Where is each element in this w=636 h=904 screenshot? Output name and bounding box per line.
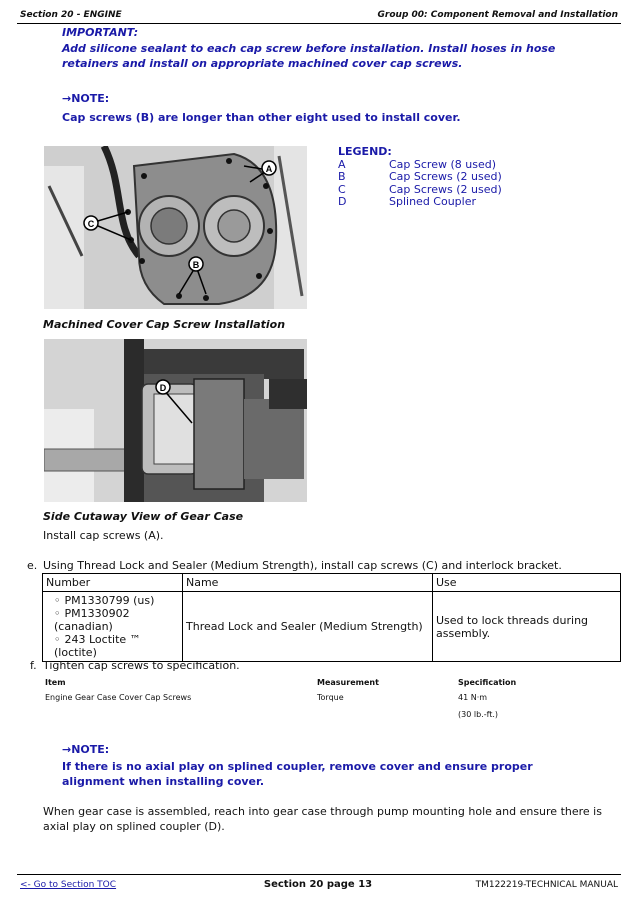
part-number: ◦ PM1330799 (us) xyxy=(54,594,179,607)
legend-key: C xyxy=(338,182,346,196)
legend-value: Cap Screw (8 used) xyxy=(389,157,497,171)
spec-header-item: Item xyxy=(45,678,66,687)
table-cell-numbers xyxy=(43,592,183,662)
machined-cover-illustration xyxy=(44,146,307,309)
gear-case-cutaway-illustration xyxy=(44,339,307,502)
figure-side-cutaway xyxy=(44,339,307,502)
go-to-section-toc-link[interactable]: <- Go to Section TOC xyxy=(20,880,117,890)
legend-value: Cap Screws (2 used) xyxy=(389,182,502,196)
step-f-text: Tighten cap screws to specification. xyxy=(43,659,240,672)
part-number: ◦ PM1330902 (canadian) xyxy=(54,607,179,633)
table-cell-name: Thread Lock and Sealer (Medium Strength) xyxy=(183,592,433,662)
step-e-text: Using Thread Lock and Sealer (Medium Strength), install cap screws (C) and interlock bracket. xyxy=(43,559,562,572)
important-label: IMPORTANT: xyxy=(62,26,139,39)
legend-value: Splined Coupler xyxy=(389,195,477,208)
table-header-cell: Number xyxy=(43,574,183,592)
step-f-marker: f. xyxy=(30,659,37,672)
step-e-marker: e. xyxy=(27,559,38,572)
spec-header-specification: Specification xyxy=(458,678,517,687)
part-number-list xyxy=(46,594,179,659)
spec-header-measurement: Measurement xyxy=(317,678,379,687)
callout-b: B xyxy=(192,260,200,270)
note-label: →NOTE: xyxy=(62,743,110,756)
table-header-row xyxy=(43,574,621,592)
important-text: Add silicone sealant to each cap screw before installation. Install hoses in hose retainers and install on appropriate machined cover cap screws. xyxy=(62,42,556,70)
note-text: Cap screws (B) are longer than other eight used to install cover. xyxy=(62,111,461,124)
callout-c: C xyxy=(87,219,95,229)
header-divider xyxy=(17,23,621,24)
footer-manual-id: TM122219-TECHNICAL MANUAL xyxy=(475,880,618,890)
legend-key: A xyxy=(338,157,346,171)
figure2-caption: Side Cutaway View of Gear Case xyxy=(43,510,244,523)
footer-divider xyxy=(17,874,621,875)
table-cell-use: Used to lock threads during assembly. xyxy=(433,592,621,662)
legend-key: D xyxy=(338,195,347,208)
callout-a: A xyxy=(265,164,273,174)
figure-machined-cover xyxy=(44,146,307,309)
table-row xyxy=(43,592,621,662)
header-section-title: Section 20 - ENGINE xyxy=(20,10,122,20)
legend-row xyxy=(338,171,502,184)
materials-table xyxy=(42,573,621,662)
callout-d: D xyxy=(159,383,167,393)
footer-page-number: Section 20 page 13 xyxy=(263,879,373,890)
axial-play-paragraph: When gear case is assembled, reach into gear case through pump mounting hole and ensure there is axial play on splined coupler (D). xyxy=(43,805,602,833)
spec-item: Engine Gear Case Cover Cap Screws xyxy=(45,693,192,702)
spec-value-metric: 41 N·m xyxy=(458,693,488,702)
legend-value: Cap Screws (2 used) xyxy=(389,170,502,183)
legend-key: B xyxy=(338,170,346,183)
part-number: ◦ 243 Loctite ™ (loctite) xyxy=(54,633,179,659)
legend-title: LEGEND: xyxy=(338,145,392,158)
note-label: →NOTE: xyxy=(62,92,110,105)
note-text: If there is no axial play on splined coupler, remove cover and ensure proper alignment when installing cover. xyxy=(62,760,533,788)
spec-measurement: Torque xyxy=(317,693,344,702)
install-instruction: Install cap screws (A). xyxy=(43,529,164,542)
legend-row xyxy=(338,196,502,209)
table-header-cell: Use xyxy=(433,574,621,592)
spec-value-imperial: (30 lb.-ft.) xyxy=(458,710,499,719)
table-header-cell: Name xyxy=(183,574,433,592)
header-group-title: Group 00: Component Removal and Installation xyxy=(377,10,618,20)
legend xyxy=(338,146,502,209)
figure1-caption: Machined Cover Cap Screw Installation xyxy=(43,318,286,331)
